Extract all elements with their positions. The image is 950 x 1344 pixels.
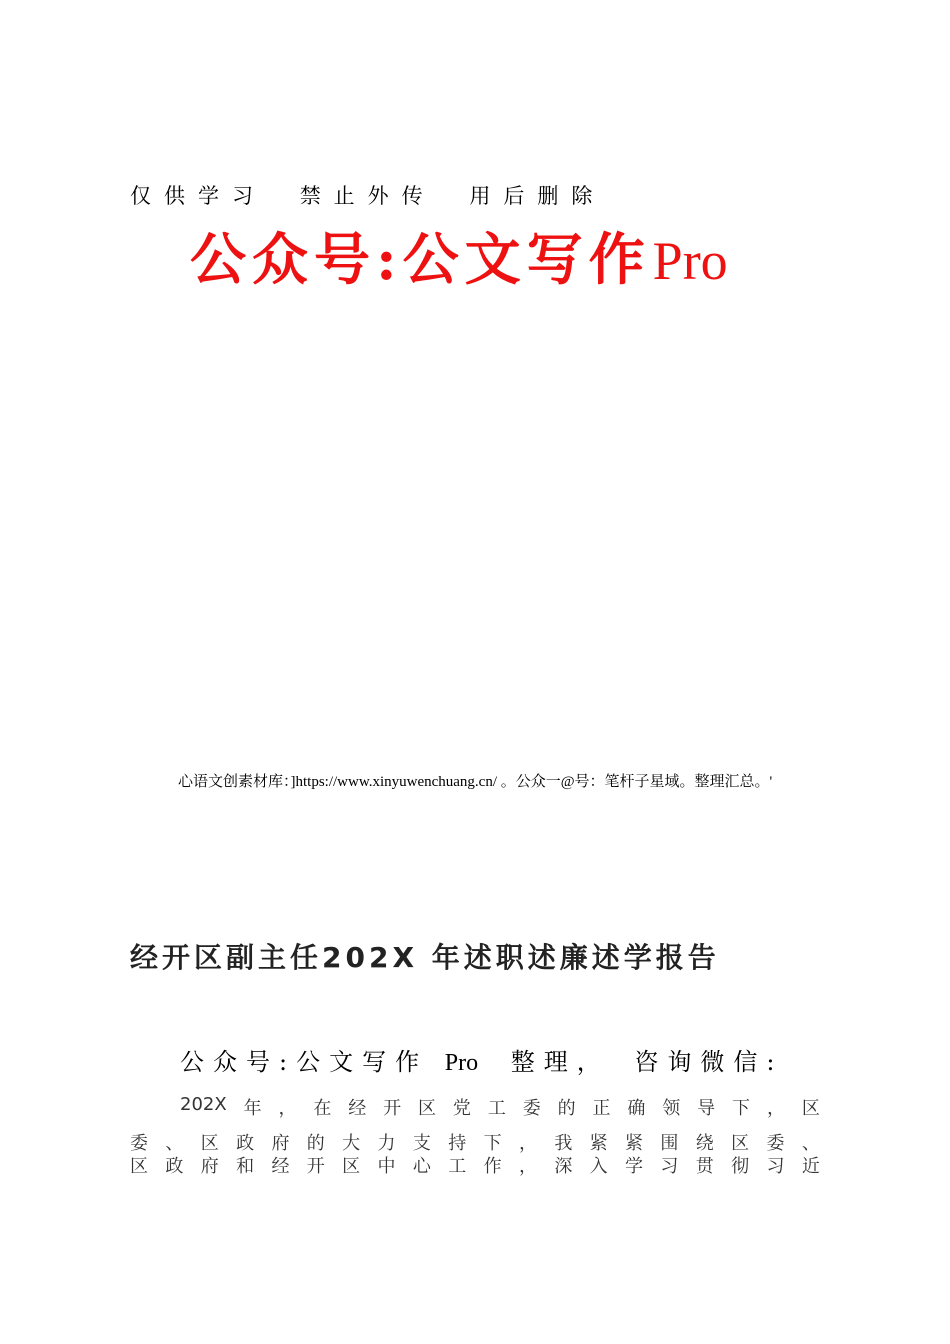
body-char: 工 bbox=[448, 1156, 467, 1177]
brand-name: 公众号:公文写作 bbox=[190, 227, 651, 293]
body-char: 彻 bbox=[731, 1156, 750, 1177]
usage-notice bbox=[130, 180, 605, 210]
notice-study-only: 仅供学习 bbox=[130, 184, 266, 208]
body-char: 领 bbox=[662, 1098, 681, 1119]
body-char: 力 bbox=[377, 1133, 396, 1154]
body-char: 在 bbox=[313, 1098, 332, 1119]
body-char: ， bbox=[518, 1133, 537, 1154]
body-char: 支 bbox=[412, 1133, 431, 1154]
body-char: 、 bbox=[165, 1133, 184, 1154]
body-char: 作 bbox=[483, 1156, 502, 1177]
subtitle-contact: 咨询微信: bbox=[634, 1048, 784, 1076]
body-char: 心 bbox=[412, 1156, 431, 1177]
body-char: 紧 bbox=[625, 1133, 644, 1154]
body-char: 区 bbox=[200, 1133, 219, 1154]
subtitle-account: 公众号:公文写作 bbox=[180, 1048, 429, 1076]
body-char: 政 bbox=[236, 1133, 255, 1154]
body-char: ， bbox=[766, 1098, 785, 1119]
body-char: 的 bbox=[557, 1098, 576, 1119]
body-char: 的 bbox=[306, 1133, 325, 1154]
source-note: 心语文创素材库：]https://www.xinyuwenchuang.cn/ 。公众一@号：笔杆子星域。整理汇总。' bbox=[178, 774, 773, 790]
body-char: 开 bbox=[306, 1156, 325, 1177]
body-char: 开 bbox=[383, 1098, 402, 1119]
body-char: 、 bbox=[801, 1133, 820, 1154]
brand-banner bbox=[190, 224, 728, 297]
body-char: 深 bbox=[554, 1156, 573, 1177]
body-char: 区 bbox=[342, 1156, 361, 1177]
body-char: 委 bbox=[766, 1133, 785, 1154]
body-char: 持 bbox=[448, 1133, 467, 1154]
document-title: 经开区副主任202X 年述职述廉述学报告 bbox=[130, 941, 720, 974]
body-char: 大 bbox=[342, 1133, 361, 1154]
notice-delete-after-use: 用后删除 bbox=[469, 184, 606, 208]
body-char: 下 bbox=[483, 1133, 502, 1154]
subtitle-compiled: 整理， bbox=[510, 1048, 610, 1076]
body-char: 区 bbox=[130, 1156, 148, 1177]
body-char: 府 bbox=[200, 1156, 219, 1177]
subtitle-pro: Pro bbox=[444, 1050, 479, 1076]
notice-no-distribution: 禁止外传 bbox=[299, 184, 436, 208]
document-subtitle bbox=[180, 1042, 783, 1077]
body-char: 和 bbox=[236, 1156, 255, 1177]
body-char: 202X bbox=[180, 1094, 227, 1115]
body-char: 府 bbox=[271, 1133, 290, 1154]
body-char: 区 bbox=[418, 1098, 437, 1119]
body-char: 习 bbox=[660, 1156, 679, 1177]
body-char: 委 bbox=[130, 1133, 148, 1154]
body-char: 工 bbox=[487, 1098, 506, 1119]
body-char: 经 bbox=[348, 1098, 367, 1119]
body-char: 正 bbox=[592, 1098, 611, 1119]
body-char: 近 bbox=[801, 1156, 820, 1177]
body-char: 习 bbox=[766, 1156, 785, 1177]
body-char: 政 bbox=[165, 1156, 184, 1177]
body-char: 经 bbox=[271, 1156, 290, 1177]
body-char: 紧 bbox=[589, 1133, 608, 1154]
brand-pro: Pro bbox=[652, 231, 728, 291]
body-char: ， bbox=[518, 1156, 537, 1177]
body-char: 年 bbox=[243, 1098, 262, 1119]
body-char: 贯 bbox=[695, 1156, 714, 1177]
body-char: 党 bbox=[452, 1098, 471, 1119]
body-char: 下 bbox=[732, 1098, 751, 1119]
body-char: 确 bbox=[627, 1098, 646, 1119]
body-char: 区 bbox=[801, 1098, 820, 1119]
body-char: ， bbox=[278, 1098, 297, 1119]
body-char: 导 bbox=[697, 1098, 716, 1119]
body-char: 绕 bbox=[695, 1133, 714, 1154]
body-line-1 bbox=[180, 1094, 820, 1120]
body-char: 围 bbox=[660, 1133, 679, 1154]
body-char: 学 bbox=[625, 1156, 644, 1177]
body-char: 中 bbox=[377, 1156, 396, 1177]
body-char: 我 bbox=[554, 1133, 573, 1154]
body-char: 委 bbox=[522, 1098, 541, 1119]
body-line-3 bbox=[130, 1152, 820, 1178]
body-char: 入 bbox=[589, 1156, 608, 1177]
body-char: 区 bbox=[731, 1133, 750, 1154]
